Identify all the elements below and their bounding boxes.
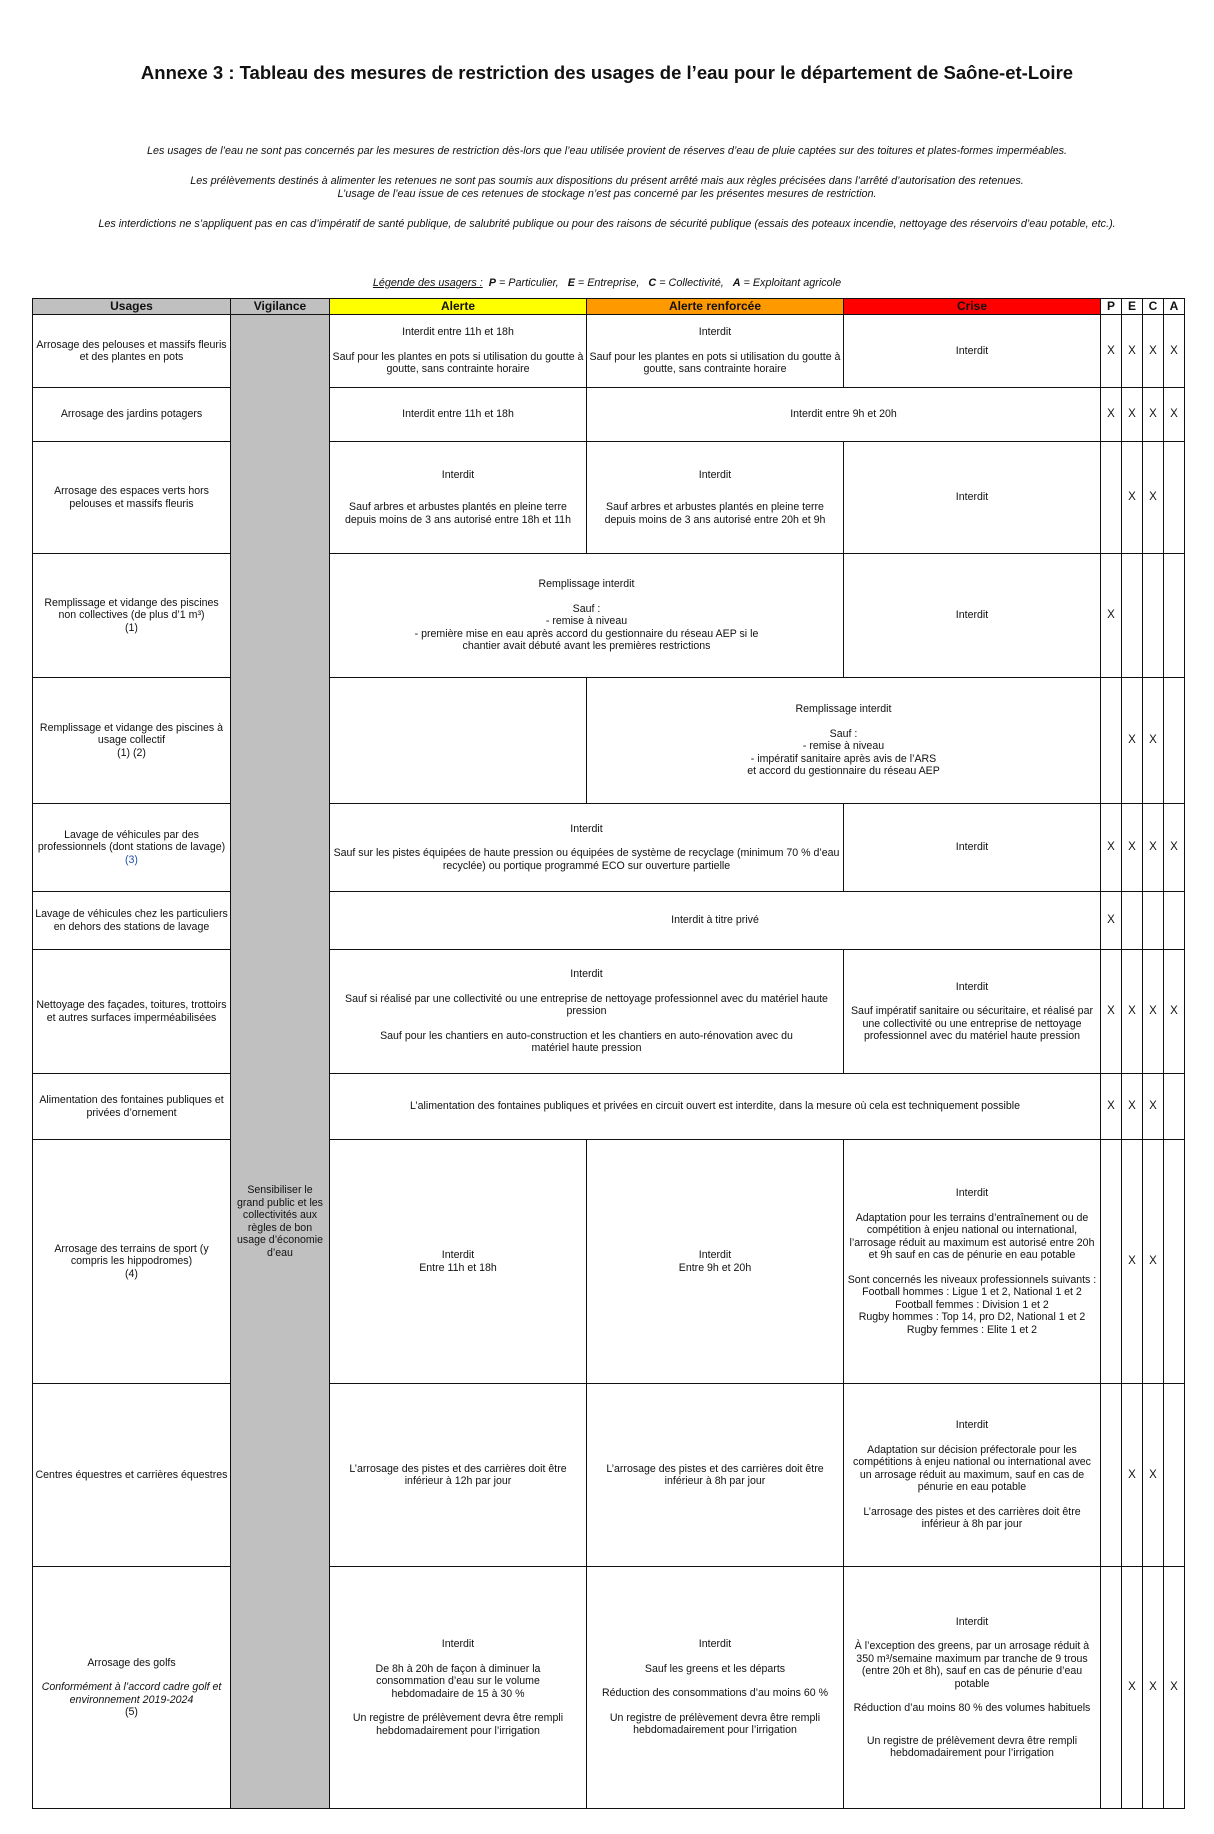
user-a-mark: X bbox=[1164, 950, 1185, 1074]
cell-text: Interdit bbox=[955, 1615, 989, 1628]
usage-label: Lavage de véhicules par des professionnels (dont stations de lavage) bbox=[37, 828, 226, 854]
user-c-mark: X bbox=[1143, 1140, 1164, 1384]
legend-p-key: P bbox=[488, 277, 496, 289]
user-a-mark bbox=[1164, 1384, 1185, 1567]
usage-footnote-ref: (1) (2) bbox=[117, 746, 146, 759]
cell-text: Interdit bbox=[570, 822, 603, 835]
header-alerte: Alerte bbox=[330, 299, 587, 315]
cell-text: Réduction d’au moins 80 % des volumes habituels bbox=[853, 1702, 1091, 1714]
legend-c-value: = Collectivité, bbox=[659, 277, 724, 289]
user-p-mark bbox=[1101, 678, 1122, 804]
cell-text: Réduction des consommations d’au moins 60 % bbox=[601, 1687, 829, 1700]
cell-text: Sauf : bbox=[829, 727, 858, 740]
cell-text: Interdit bbox=[698, 1638, 732, 1651]
header-e: E bbox=[1122, 299, 1143, 315]
crise-cell: Interdit bbox=[844, 554, 1101, 678]
cell-text: Interdit bbox=[698, 468, 732, 481]
cell-text: Football hommes : Ligue 1 et 2, National 1 et 2 bbox=[862, 1286, 1082, 1298]
alerte-renforcee-cell bbox=[587, 1140, 844, 1384]
usage-cell bbox=[33, 678, 231, 804]
cell-text: Adaptation sur décision préfectorale pour les compétitions à enjeu national ou international avec un arrosage réduit au maximum, sauf en cas de pénurie en eau potable bbox=[853, 1443, 1091, 1494]
restrictions-table bbox=[32, 298, 1185, 1809]
vigilance-cell bbox=[231, 315, 330, 1809]
cell-text: Interdit bbox=[441, 1638, 475, 1650]
cell-text: Un registre de prélèvement devra être rempli hebdomadairement pour l’irrigation bbox=[352, 1712, 564, 1737]
cell-text: Remplissage interdit bbox=[795, 703, 892, 716]
user-p-mark: X bbox=[1101, 315, 1122, 388]
user-c-mark: X bbox=[1143, 388, 1164, 442]
user-a-mark: X bbox=[1164, 388, 1185, 442]
cell-text: Sauf si réalisé par une collectivité ou une entreprise de nettoyage professionnel avec du matériel haute pression bbox=[345, 992, 828, 1018]
user-p-mark: X bbox=[1101, 892, 1122, 950]
user-p-mark: X bbox=[1101, 554, 1122, 678]
renforcee-crise-cell bbox=[587, 678, 1101, 804]
legend bbox=[0, 277, 1214, 289]
intro-reservoirs-line1: Les prélèvements destinés à alimenter les retenues ne sont pas soumis aux dispositions du présent arrêté mais aux règles précisées dans l’arrêté d’autorisation des retenues. bbox=[190, 175, 1024, 187]
crise-cell: Interdit bbox=[844, 442, 1101, 554]
alerte-cell bbox=[330, 678, 587, 804]
usage-note: Conformément à l’accord cadre golf et environnement 2019-2024 bbox=[41, 1681, 222, 1706]
alerte-cell bbox=[330, 1140, 587, 1384]
user-a-mark bbox=[1164, 892, 1185, 950]
user-c-mark: X bbox=[1143, 315, 1164, 388]
usage-cell: Arrosage des jardins potagers bbox=[33, 388, 231, 442]
user-e-mark bbox=[1122, 892, 1143, 950]
cell-text: À l’exception des greens, par un arrosage réduit à 350 m³/semaine maximum par tranche de 9 trous (entre 20h et 8h), sauf en cas de pénurie d’eau potable bbox=[854, 1640, 1090, 1690]
vigilance-text: Sensibiliser le grand public et les collectivités aux règles de bon usage d’économie d’eau bbox=[237, 1184, 323, 1259]
header-row bbox=[33, 299, 1185, 315]
alerte-cell bbox=[330, 315, 587, 388]
alerte-renforcee-cell bbox=[587, 442, 844, 554]
cell-text: Sauf les greens et les départs bbox=[644, 1662, 786, 1675]
alerte-renforcee-cell: L’arrosage des pistes et des carrières doit être inférieur à 8h par jour bbox=[587, 1384, 844, 1567]
table-row bbox=[33, 950, 1185, 1074]
usage-cell: Centres équestres et carrières équestres bbox=[33, 1384, 231, 1567]
legend-e-key: E bbox=[567, 277, 575, 289]
cell-text: Football femmes : Division 1 et 2 bbox=[895, 1298, 1049, 1311]
usage-footnote-ref: (4) bbox=[125, 1267, 138, 1280]
table-row bbox=[33, 678, 1185, 804]
usage-cell: Arrosage des espaces verts hors pelouses et massifs fleuris bbox=[33, 442, 231, 554]
cell-text: Entre 11h et 18h bbox=[419, 1261, 497, 1274]
cell-text: Interdit bbox=[441, 468, 475, 481]
cell-text: De 8h à 20h de façon à diminuer la consommation d’eau sur le volume hebdomadaire de 15 à 30 % bbox=[375, 1662, 541, 1700]
crise-cell: Interdit bbox=[844, 804, 1101, 892]
usage-label: Remplissage et vidange des piscines à usage collectif bbox=[39, 721, 224, 747]
legend-c-key: C bbox=[648, 277, 657, 289]
header-a: A bbox=[1164, 299, 1185, 315]
user-c-mark: X bbox=[1143, 1384, 1164, 1567]
user-a-mark: X bbox=[1164, 1567, 1185, 1809]
alerte-cell: L’arrosage des pistes et des carrières doit être inférieur à 12h par jour bbox=[330, 1384, 587, 1567]
cell-text: Interdit bbox=[955, 980, 989, 993]
alerte-cell bbox=[330, 442, 587, 554]
user-p-mark bbox=[1101, 442, 1122, 554]
cell-text: Sauf : bbox=[572, 602, 601, 615]
table-row bbox=[33, 1384, 1185, 1567]
intro-exceptions-note: Les interdictions ne s’appliquent pas en cas d’impératif de santé publique, de salubrité publique ou pour des raisons de sécurité publique (essais des poteaux incendie, nettoyage des réservoirs d’eau potable, etc.). bbox=[98, 218, 1116, 230]
cell-text: - remise à niveau bbox=[802, 740, 885, 753]
cell-text: Adaptation pour les terrains d’entraînement ou de compétition à enjeu national ou international, l’arrosage réduit au maximum est autorisé entre 20h et 9h sauf en cas de pénurie en eau potable bbox=[849, 1211, 1095, 1261]
user-c-mark: X bbox=[1143, 1567, 1164, 1809]
legend-a-key: A bbox=[732, 277, 741, 289]
cell-text: Rugby femmes : Elite 1 et 2 bbox=[906, 1323, 1038, 1336]
renforcee-crise-cell: Interdit entre 9h et 20h bbox=[587, 388, 1101, 442]
alerte-renforcee-combined-cell bbox=[330, 554, 844, 678]
user-a-mark: X bbox=[1164, 315, 1185, 388]
table-row bbox=[33, 1074, 1185, 1140]
cell-text: Sauf arbres et arbustes plantés en pleine terre depuis moins de 3 ans autorisé entre 18h et 11h bbox=[345, 501, 571, 526]
cell-text: Sauf impératif sanitaire ou sécuritaire, et réalisé par une collectivité ou une entreprise de nettoyage professionnel avec du matériel haute pression bbox=[850, 1005, 1093, 1042]
cell-text: Interdit bbox=[698, 1249, 732, 1261]
user-e-mark: X bbox=[1122, 1140, 1143, 1384]
usage-label: Remplissage et vidange des piscines non collectives (de plus d’1 m³) bbox=[44, 596, 219, 622]
user-e-mark: X bbox=[1122, 804, 1143, 892]
cell-text: Sauf arbres et arbustes plantés en pleine terre depuis moins de 3 ans autorisé entre 20h et 9h bbox=[604, 501, 826, 526]
crise-cell bbox=[844, 1140, 1101, 1384]
intro-reservoirs-note bbox=[30, 175, 1184, 201]
cell-text: Sont concernés les niveaux professionnels suivants : bbox=[847, 1273, 1097, 1286]
header-vigilance: Vigilance bbox=[231, 299, 330, 315]
cell-text: - impératif sanitaire après avis de l’ARS bbox=[750, 752, 937, 765]
intro-rainwater-note: Les usages de l’eau ne sont pas concernés par les mesures de restriction dès-lors que l’eau utilisée provient de réserves d’eau de pluie captées sur des toitures et plates-formes imperméables. bbox=[146, 145, 1068, 157]
user-c-mark: X bbox=[1143, 950, 1164, 1074]
user-p-mark: X bbox=[1101, 950, 1122, 1074]
usage-cell: Nettoyage des façades, toitures, trottoirs et autres surfaces imperméabilisées bbox=[33, 950, 231, 1074]
user-p-mark: X bbox=[1101, 388, 1122, 442]
usage-cell: Lavage de véhicules chez les particuliers en dehors des stations de lavage bbox=[33, 892, 231, 950]
cell-text: Sauf pour les plantes en pots si utilisation du goutte à goutte, sans contrainte horaire bbox=[332, 350, 584, 376]
alerte-cell: Interdit entre 11h et 18h bbox=[330, 388, 587, 442]
usage-footnote-ref: (3) bbox=[125, 853, 138, 866]
cell-text: Interdit bbox=[698, 326, 732, 339]
cell-text: Interdit bbox=[570, 968, 603, 981]
all-levels-cell: L’alimentation des fontaines publiques et privées en circuit ouvert est interdite, dans la mesure où cela est techniquement possible bbox=[330, 1074, 1101, 1140]
legend-label: Légende des usagers : bbox=[372, 277, 483, 289]
usage-cell bbox=[33, 554, 231, 678]
cell-text: Interdit entre 11h et 18h bbox=[402, 326, 514, 339]
user-p-mark: X bbox=[1101, 804, 1122, 892]
alerte-renforcee-combined-cell bbox=[330, 950, 844, 1074]
user-e-mark: X bbox=[1122, 442, 1143, 554]
user-p-mark bbox=[1101, 1567, 1122, 1809]
table-row bbox=[33, 388, 1185, 442]
crise-cell: Interdit bbox=[844, 315, 1101, 388]
cell-text: Un registre de prélèvement devra être rempli hebdomadairement pour l’irrigation bbox=[866, 1734, 1078, 1759]
table-row bbox=[33, 554, 1185, 678]
table-row bbox=[33, 1567, 1185, 1809]
usage-cell: Arrosage des pelouses et massifs fleuris et des plantes en pots bbox=[33, 315, 231, 388]
cell-text: - première mise en eau après accord du gestionnaire du réseau AEP si le chantier avait débuté avant les premières restrictions bbox=[414, 627, 759, 653]
user-a-mark bbox=[1164, 678, 1185, 804]
header-alerte-renforcee: Alerte renforcée bbox=[587, 299, 844, 315]
user-c-mark bbox=[1143, 554, 1164, 678]
usage-label: Arrosage des terrains de sport (y compris les hippodromes) bbox=[54, 1242, 209, 1268]
user-e-mark: X bbox=[1122, 1384, 1143, 1567]
legend-e-value: = Entreprise, bbox=[577, 277, 640, 289]
user-c-mark: X bbox=[1143, 678, 1164, 804]
usage-label: Arrosage des golfs bbox=[87, 1656, 176, 1669]
legend-a-value: = Exploitant agricole bbox=[743, 277, 842, 289]
user-e-mark: X bbox=[1122, 315, 1143, 388]
user-a-mark bbox=[1164, 1140, 1185, 1384]
usage-footnote-ref: (5) bbox=[125, 1706, 138, 1718]
alerte-renforcee-combined-cell bbox=[330, 804, 844, 892]
usage-cell bbox=[33, 804, 231, 892]
table-row bbox=[33, 315, 1185, 388]
cell-text: Interdit bbox=[955, 1187, 989, 1199]
crise-cell bbox=[844, 950, 1101, 1074]
user-c-mark: X bbox=[1143, 1074, 1164, 1140]
header-c: C bbox=[1143, 299, 1164, 315]
usage-footnote-ref: (1) bbox=[125, 621, 138, 634]
cell-text: Sauf pour les chantiers en auto-construction et les chantiers en auto-rénovation avec du matériel haute pression bbox=[380, 1029, 793, 1055]
crise-cell bbox=[844, 1384, 1101, 1567]
user-c-mark: X bbox=[1143, 804, 1164, 892]
cell-text: Rugby hommes : Top 14, pro D2, National 1 et 2 bbox=[858, 1311, 1086, 1323]
all-levels-cell: Interdit à titre privé bbox=[330, 892, 1101, 950]
user-e-mark: X bbox=[1122, 950, 1143, 1074]
user-e-mark: X bbox=[1122, 388, 1143, 442]
user-a-mark: X bbox=[1164, 804, 1185, 892]
table-row bbox=[33, 892, 1185, 950]
usage-cell bbox=[33, 1140, 231, 1384]
user-e-mark bbox=[1122, 554, 1143, 678]
user-p-mark bbox=[1101, 1140, 1122, 1384]
user-c-mark: X bbox=[1143, 442, 1164, 554]
user-e-mark: X bbox=[1122, 1567, 1143, 1809]
alerte-cell bbox=[330, 1567, 587, 1809]
table-row bbox=[33, 804, 1185, 892]
cell-text: et accord du gestionnaire du réseau AEP bbox=[747, 765, 940, 778]
crise-cell bbox=[844, 1567, 1101, 1809]
legend-p-value: = Particulier, bbox=[498, 277, 559, 289]
usage-cell: Alimentation des fontaines publiques et privées d’ornement bbox=[33, 1074, 231, 1140]
cell-text: Interdit bbox=[441, 1249, 475, 1261]
header-p: P bbox=[1101, 299, 1122, 315]
header-usages: Usages bbox=[33, 299, 231, 315]
cell-text: Interdit bbox=[955, 1419, 989, 1432]
user-a-mark bbox=[1164, 554, 1185, 678]
page-title: Annexe 3 : Tableau des mesures de restriction des usages de l’eau pour le département de Saône-et-Loire bbox=[140, 62, 1074, 83]
user-e-mark: X bbox=[1122, 1074, 1143, 1140]
table-row bbox=[33, 442, 1185, 554]
alerte-renforcee-cell bbox=[587, 1567, 844, 1809]
user-a-mark bbox=[1164, 1074, 1185, 1140]
cell-text: Un registre de prélèvement devra être rempli hebdomadairement pour l’irrigation bbox=[609, 1711, 821, 1737]
cell-text: L’arrosage des pistes et des carrières doit être inférieur à 8h par jour bbox=[863, 1505, 1081, 1531]
cell-text: Sauf pour les plantes en pots si utilisation du goutte à goutte, sans contrainte horaire bbox=[589, 350, 841, 376]
user-a-mark bbox=[1164, 442, 1185, 554]
table-row bbox=[33, 1140, 1185, 1384]
intro-reservoirs-line2: L’usage de l’eau issue de ces retenues de stockage n’est pas concerné par les présentes mesures de restriction. bbox=[337, 188, 877, 200]
cell-text: Sauf sur les pistes équipées de haute pression ou équipées de système de recyclage (minimum 70 % d’eau recyclée) ou portique programmé ECO sur ouverture partielle bbox=[333, 847, 840, 872]
user-c-mark bbox=[1143, 892, 1164, 950]
cell-text: - remise à niveau bbox=[545, 615, 628, 628]
cell-text: Entre 9h et 20h bbox=[678, 1261, 752, 1274]
alerte-renforcee-cell bbox=[587, 315, 844, 388]
user-p-mark: X bbox=[1101, 1074, 1122, 1140]
user-p-mark bbox=[1101, 1384, 1122, 1567]
user-e-mark: X bbox=[1122, 678, 1143, 804]
usage-cell bbox=[33, 1567, 231, 1809]
header-crise: Crise bbox=[844, 299, 1101, 315]
cell-text: Remplissage interdit bbox=[538, 578, 635, 591]
